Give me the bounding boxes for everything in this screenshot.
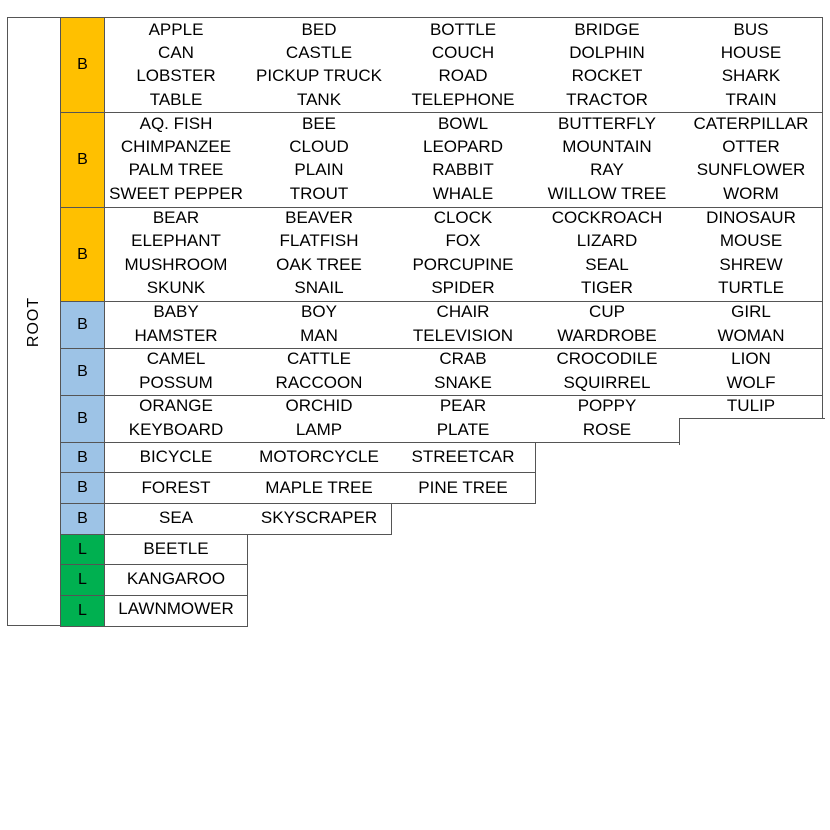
branch-tag-4: B	[60, 301, 105, 349]
category-label: WHALE	[432, 184, 494, 203]
branch-tag-6: B	[60, 395, 105, 443]
category-label: MAN	[300, 326, 338, 345]
category-label: PLAIN	[294, 160, 344, 179]
category-label: BEE	[301, 114, 337, 133]
category-label: MAPLE TREE	[265, 478, 373, 497]
category-label: BICYCLE	[139, 447, 213, 466]
category-label: WOMAN	[717, 326, 785, 345]
category-label: AQ. FISH	[139, 114, 213, 133]
category-label: COUCH	[431, 43, 495, 62]
category-label: WORM	[723, 184, 779, 203]
category-label: LAMP	[295, 420, 343, 439]
empty-cell-notch	[679, 418, 825, 445]
category-label: MOUNTAIN	[562, 137, 652, 156]
category-label: LAWNMOWER	[118, 599, 234, 618]
category-label: SEA	[158, 508, 194, 527]
category-label: ELEPHANT	[131, 231, 221, 250]
category-label: POSSUM	[139, 373, 213, 392]
category-label: CASTLE	[285, 43, 353, 62]
category-label: GIRL	[731, 302, 771, 321]
category-label: BED	[301, 20, 337, 39]
category-label: KANGAROO	[126, 569, 226, 588]
category-label: RACCOON	[275, 373, 363, 392]
category-label: PICKUP TRUCK	[256, 66, 382, 85]
category-label: TIGER	[581, 278, 633, 297]
category-label: LIZARD	[576, 231, 638, 250]
category-label: LEOPARD	[423, 137, 503, 156]
category-label: SKUNK	[146, 278, 206, 297]
category-label: TULIP	[726, 396, 776, 415]
branch-tag-8: B	[60, 472, 105, 504]
category-label: CRAB	[439, 349, 487, 368]
category-label: FLATFISH	[279, 231, 359, 250]
root-label: ROOT	[25, 296, 42, 348]
leaf-tag-11: L	[60, 564, 105, 596]
category-label: TROUT	[289, 184, 349, 203]
category-label: TURTLE	[718, 278, 784, 297]
category-label: BABY	[153, 302, 199, 321]
category-label: BOTTLE	[429, 20, 497, 39]
category-label: LION	[731, 349, 771, 368]
category-label: SEAL	[585, 255, 629, 274]
category-label: PINE TREE	[418, 478, 508, 497]
branch-tag-2: B	[60, 112, 105, 208]
category-label: CLOUD	[289, 137, 349, 156]
branch-tag-1: B	[60, 17, 105, 113]
category-label: BOY	[301, 302, 337, 321]
category-label: COCKROACH	[551, 208, 663, 227]
branch-tag-7: B	[60, 442, 105, 473]
leaf-tag-12: L	[60, 595, 105, 627]
category-label: DOLPHIN	[569, 43, 645, 62]
category-label: SNAKE	[434, 373, 492, 392]
category-label: SNAIL	[294, 278, 344, 297]
category-label: WARDROBE	[557, 326, 657, 345]
category-label: CROCODILE	[556, 349, 658, 368]
category-label: BUTTERFLY	[558, 114, 656, 133]
category-label: TELEPHONE	[411, 90, 515, 109]
category-label: APPLE	[148, 20, 204, 39]
category-label: BRIDGE	[574, 20, 640, 39]
category-label: ORANGE	[139, 396, 213, 415]
category-label: FOX	[445, 231, 481, 250]
category-label: TRACTOR	[566, 90, 648, 109]
category-label: ROCKET	[571, 66, 643, 85]
category-label: HOUSE	[720, 43, 782, 62]
category-label: SHARK	[721, 66, 781, 85]
category-label: PLATE	[436, 420, 490, 439]
category-label: BEAVER	[285, 208, 353, 227]
category-label: SHREW	[719, 255, 783, 274]
category-label: ROSE	[582, 420, 632, 439]
category-label: TELEVISION	[412, 326, 514, 345]
category-label: CAMEL	[146, 349, 206, 368]
category-label: STREETCAR	[411, 447, 515, 466]
category-label: PEAR	[439, 396, 487, 415]
category-label: MUSHROOM	[124, 255, 228, 274]
category-label: TRAIN	[725, 90, 777, 109]
branch-tag-5: B	[60, 348, 105, 396]
category-label: SKYSCRAPER	[260, 508, 378, 527]
category-label: CAN	[158, 43, 194, 62]
category-label: SWEET PEPPER	[109, 184, 243, 203]
leaf-tag-10: L	[60, 534, 105, 565]
category-label: PALM TREE	[128, 160, 224, 179]
category-label: BOWL	[437, 114, 489, 133]
category-label: TANK	[296, 90, 342, 109]
category-label: SPIDER	[431, 278, 495, 297]
category-label: CATTLE	[287, 349, 351, 368]
category-label: CHIMPANZEE	[120, 137, 232, 156]
category-label: ORCHID	[285, 396, 353, 415]
category-label: BEETLE	[143, 539, 209, 558]
category-label: SUNFLOWER	[696, 160, 806, 179]
category-label: RABBIT	[432, 160, 494, 179]
category-label: ROAD	[438, 66, 488, 85]
category-label: WILLOW TREE	[547, 184, 667, 203]
category-label: OAK TREE	[276, 255, 362, 274]
category-label: TABLE	[149, 90, 203, 109]
category-label: FOREST	[141, 478, 211, 497]
branch-tag-9: B	[60, 503, 105, 535]
category-label: BUS	[733, 20, 769, 39]
category-label: CHAIR	[436, 302, 490, 321]
category-label: DINOSAUR	[706, 208, 796, 227]
category-label: HAMSTER	[134, 326, 218, 345]
category-label: WOLF	[726, 373, 776, 392]
category-label: CUP	[589, 302, 625, 321]
category-label: MOTORCYCLE	[259, 447, 379, 466]
category-label: BEAR	[152, 208, 200, 227]
category-label: CATERPILLAR	[693, 114, 809, 133]
category-label: MOUSE	[719, 231, 783, 250]
category-label: PORCUPINE	[412, 255, 514, 274]
category-label: CLOCK	[433, 208, 493, 227]
category-label: POPPY	[577, 396, 637, 415]
category-label: KEYBOARD	[128, 420, 224, 439]
category-label: OTTER	[722, 137, 780, 156]
category-label: LOBSTER	[136, 66, 216, 85]
category-label: SQUIRREL	[563, 373, 651, 392]
category-label: RAY	[590, 160, 624, 179]
branch-tag-3: B	[60, 207, 105, 302]
